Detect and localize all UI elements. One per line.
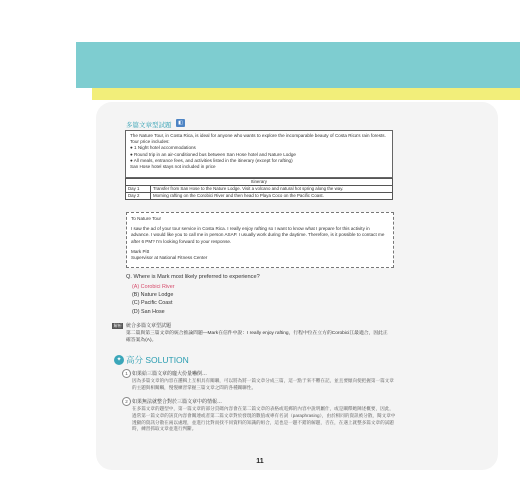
explanation-text: 第二篇與第三篇文章的統合推論問題—Mark在信件中說：I really enjoy rafting，行程中位在立方的Corobici江最適合，因此正確答案為(A)。 (126, 331, 388, 343)
itinerary-header: Itinerary (126, 179, 393, 186)
solution-title: 高分 SOLUTION (126, 355, 189, 365)
number-circle: 1 (122, 369, 131, 378)
included-list (130, 145, 388, 164)
solution-heading: 如果給三篇文章的龐大份量嚇倒… (132, 371, 208, 377)
email-sender-title: Supervisor at National Fitness Center (131, 255, 208, 261)
options-list (132, 283, 175, 316)
option-c: (C) Pacific Coast (132, 300, 173, 307)
option-d: (D) San Hose (132, 308, 165, 315)
solution-body: 在多篇文章的題型中，第一篇文章的部分頁碼內容會在第二篇文章的表格或電郵的內容中說明屬什，或是闡釋她陳述概要，因此，過常第一篇文章的該頁內容會關連或者第二篇文章對於發現的數值或專有名詞（paraphrasing），由於相同的資訊被分散，閱文章中透顯的資訊分散在兩以處理，並進行比對而找不同資料的知識的組合，這也是一題不錯的解題，否在，在遇上就整多篇文章的試題時，練習抓取文章並進行判斷。 (132, 406, 396, 432)
included-item: ● Round trip in an air-conditioned bus between San Hose hotel and Nature Lodge (130, 151, 296, 157)
option-b: (B) Nature Lodge (132, 292, 174, 299)
hotel-note: San Hose hotel stays not included in price (130, 164, 216, 170)
email-to: To Nature Tour (131, 216, 162, 221)
page-number: 11 (256, 458, 264, 465)
table-row (126, 193, 393, 200)
solution-heading: 如果無法就整合對於三篇文章中的情報… (132, 399, 223, 405)
included-item: ● 1 Night hotel accommodations (130, 145, 196, 151)
email-body: I saw the ad of your tour service in Costa Rica. I really enjoy rafting so I want to know what I prepare for this activity in advance. I would like you to call me in person ASAP. I usually work during the daytime. Therefore, is it possible to contact me after 6 PM? I'm looking forward to your response. (131, 226, 385, 244)
option-a: (A) Corobici River (132, 284, 175, 290)
solution-body: 因為多篇文章的內容在邏輯上互相具有關聯，可以將為將一篇文章分成三篇，這一點于來不難在記，並且要傾向使把握第一篇文章的主題與相關觸，慢慢練習掌握三篇文章之間的各種關聯性。 (132, 378, 394, 390)
itinerary-day: Day 1 (126, 186, 151, 193)
included-item: ● All meals, entrance fees, and activities listed in the itinerary (except for rafting) (130, 157, 293, 163)
price-label: Tour price includes: (130, 139, 170, 145)
email-sender: Mark Pitt (131, 248, 150, 254)
passage-email (126, 212, 394, 268)
explanation-label: 統合多篇文章型試題 (126, 323, 172, 329)
section-icon: ◧ (176, 119, 185, 127)
itinerary-desc: Transfer from San Hose to the Nature Lodge. Visit a volcano and natural hot spring along the way. (151, 186, 393, 193)
bulb-icon: ✦ (114, 355, 124, 365)
itinerary-table (125, 178, 393, 200)
question-text: Q. Where is Mark most likely preferred to experience? (126, 274, 260, 280)
table-row (126, 186, 393, 193)
passage-intro: The Nature Tour, in Costa Rica, is ideal for anyone who wants to explore the incomparable beauty of Costa Rica's rain forests. (130, 133, 386, 138)
explanation-badge: 解析 (113, 323, 122, 328)
header-banner-teal (76, 42, 520, 88)
number-circle: 2 (122, 397, 131, 406)
itinerary-day: Day 2 (126, 193, 151, 200)
itinerary-desc: Morning rafting on the Corobici River and then head to Playa Coco on the Pacific Coast. (151, 193, 393, 200)
section-title: 多篇文章型試題 (126, 122, 172, 129)
passage-ad (125, 130, 393, 178)
